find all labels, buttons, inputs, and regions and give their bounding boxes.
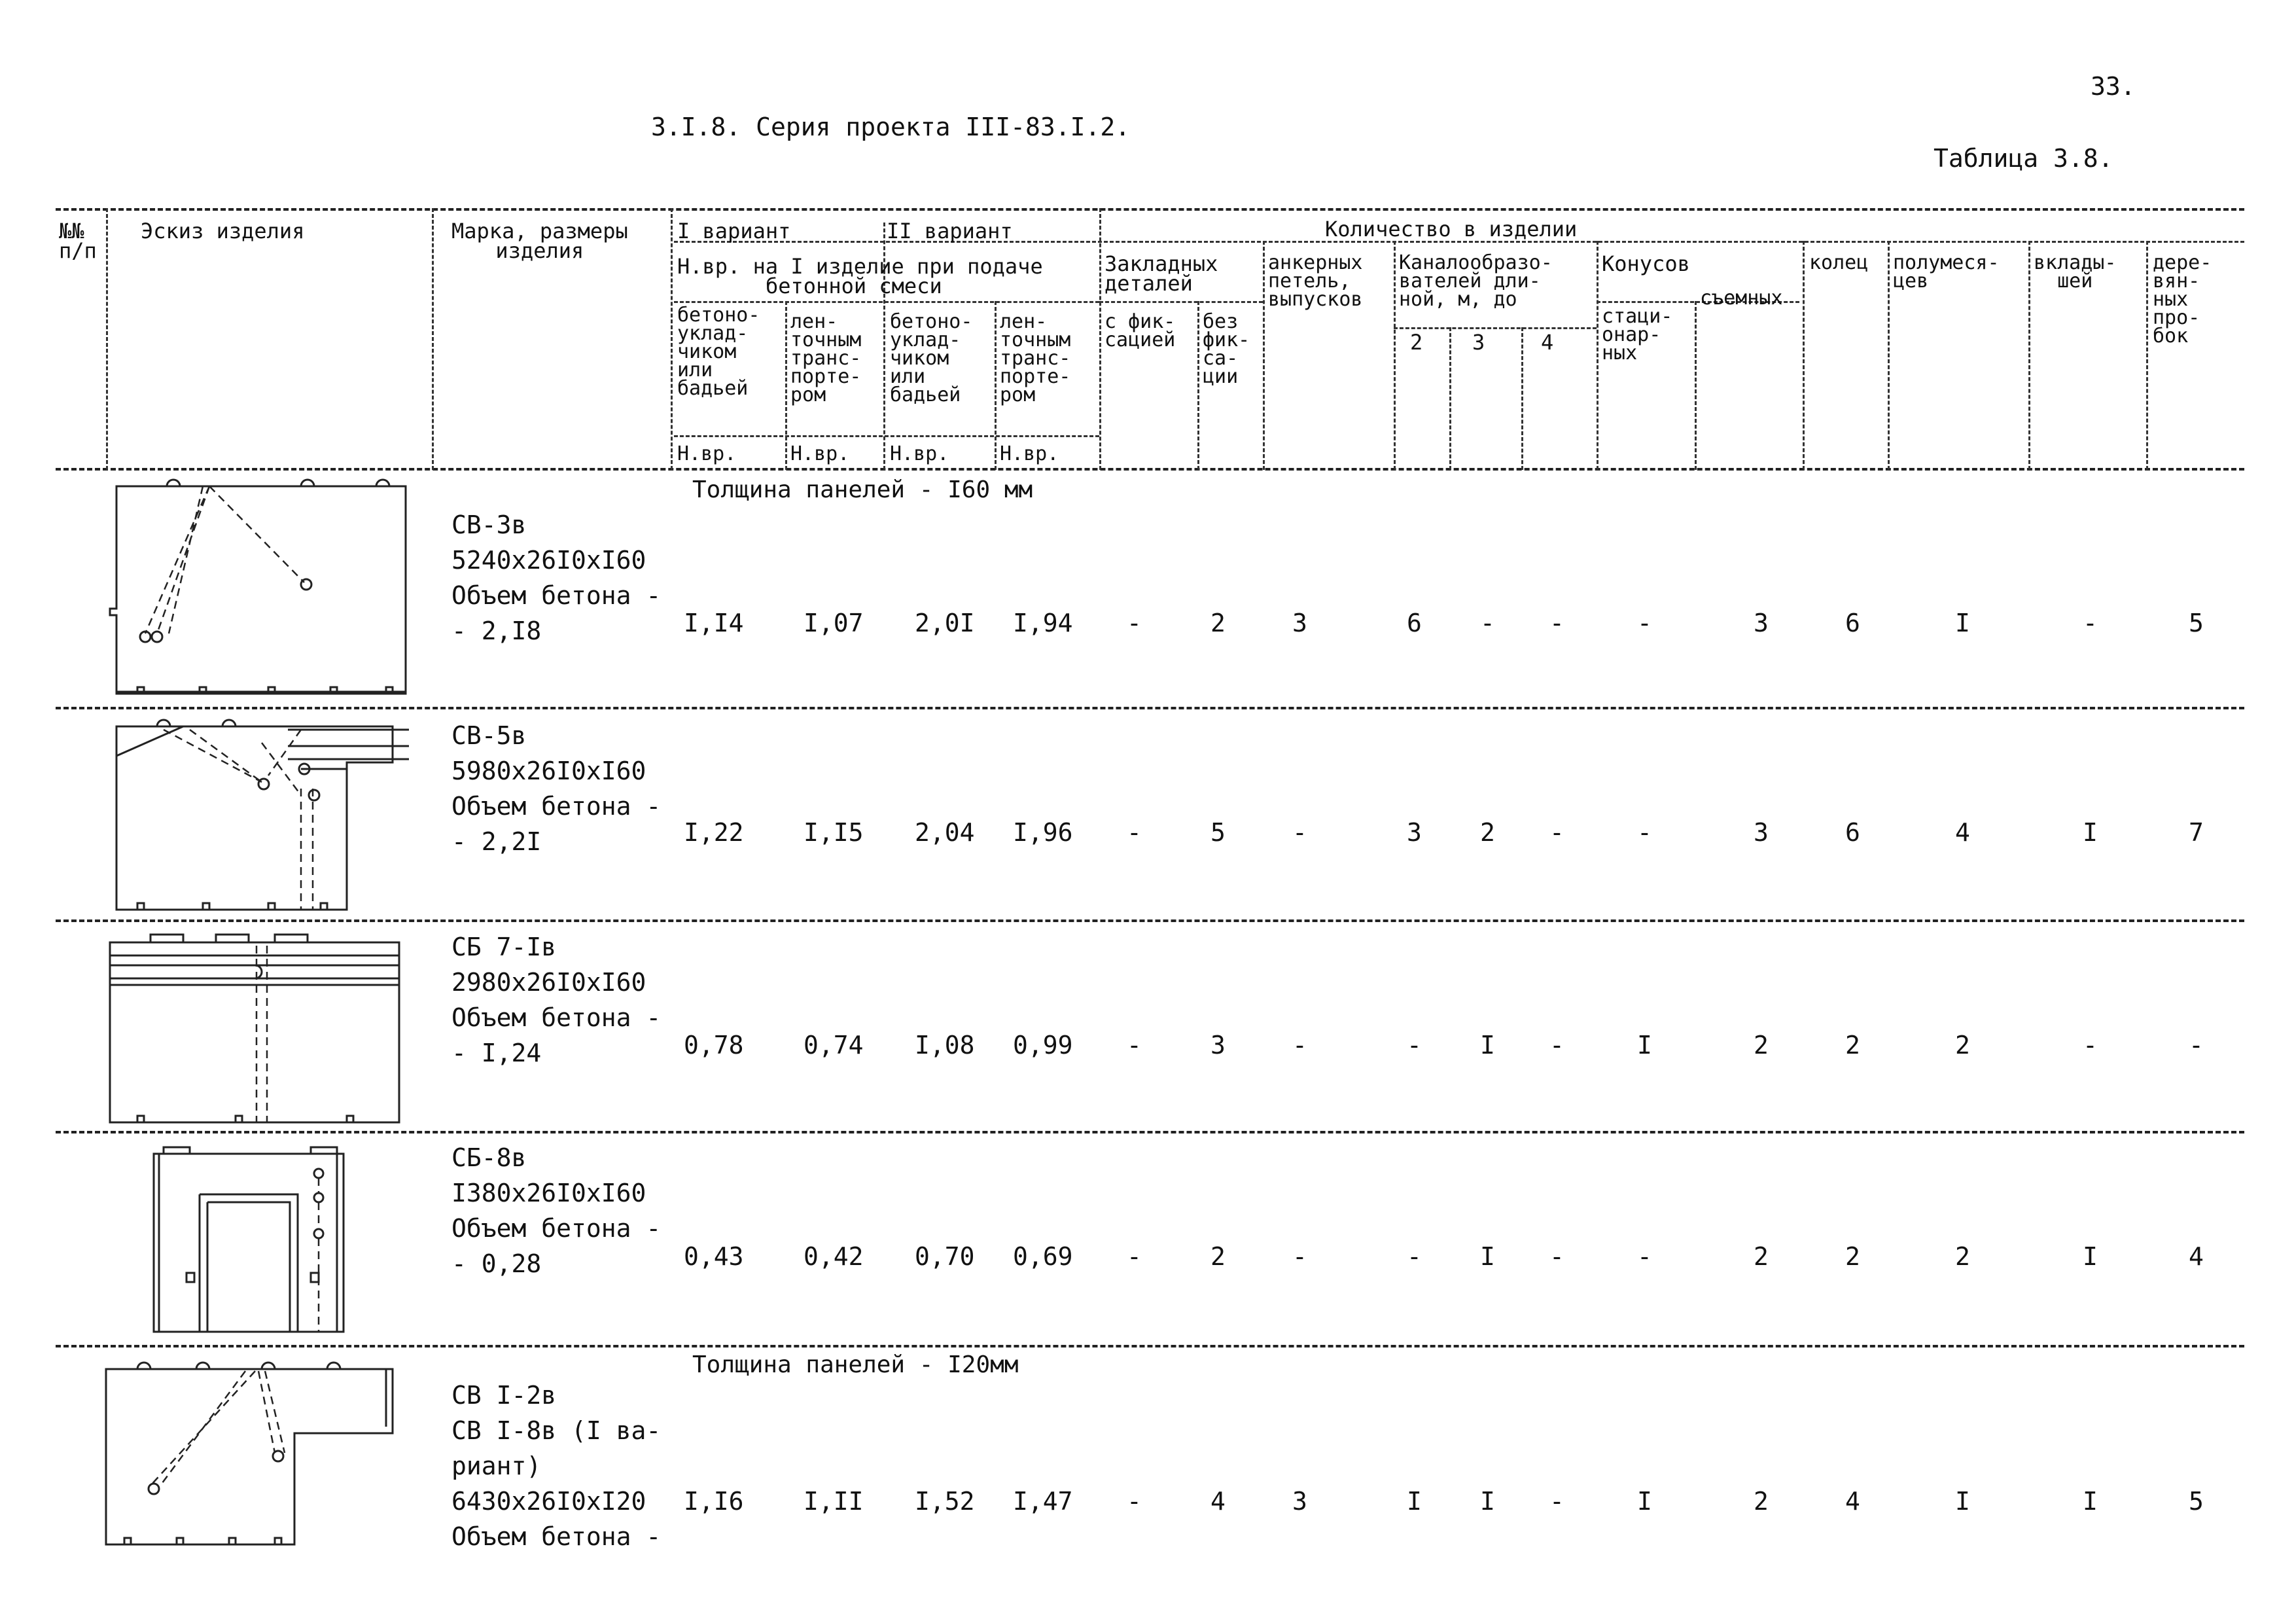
header-channel-2: 2: [1410, 330, 1423, 355]
header-sub-line-2: [674, 301, 1099, 303]
cell-r4-c11: -: [1637, 1242, 1652, 1271]
header-unit-v1a: Н.вр.: [677, 442, 737, 465]
header-unit-v2b: Н.вр.: [1000, 442, 1059, 465]
cell-r2-c4: I,96: [1013, 818, 1073, 847]
cell-r3-c3: I,08: [915, 1031, 975, 1060]
header-halfmoons: полумеся- цев: [1893, 251, 2000, 293]
cell-r2-c10: -: [1549, 818, 1564, 847]
cell-r5-c7: 3: [1292, 1487, 1307, 1516]
header-cone-stationary: стаци- онар- ных: [1602, 305, 1673, 365]
header-num: №№ п/п: [59, 219, 97, 263]
page-number: 33.: [2091, 72, 2136, 101]
cell-r3-c11: I: [1637, 1031, 1652, 1060]
header-channel: Каналообразо- вателей дли- ной, м, до: [1399, 251, 1553, 311]
panel-sketch-sb8v: [147, 1142, 357, 1338]
header-embedded: Закладных деталей: [1104, 251, 1218, 296]
header-bottom-line: [56, 468, 2244, 471]
col-divider: [1197, 301, 1199, 470]
header-mark: Марка, размеры изделия: [451, 219, 628, 263]
cell-r3-c9: I: [1480, 1031, 1495, 1060]
cell-r3-c15: -: [2083, 1031, 2098, 1060]
cell-r1-c14: I: [1955, 609, 1970, 637]
cell-r2-c7: -: [1292, 818, 1307, 847]
col-divider: [1803, 241, 1805, 470]
cell-r5-c12: 2: [1754, 1487, 1769, 1516]
cell-r3-c7: -: [1292, 1031, 1307, 1060]
header-cones: Конусов: [1602, 251, 1690, 276]
cell-r2-c12: 3: [1754, 818, 1769, 847]
col-divider: [785, 301, 787, 470]
cell-r2-c14: 4: [1955, 818, 1970, 847]
cell-r1-c7: 3: [1292, 609, 1307, 637]
col-divider: [106, 208, 108, 470]
header-channel-4: 4: [1541, 330, 1554, 355]
cell-r2-c2: I,I5: [804, 818, 864, 847]
cell-r5-c15: I: [2083, 1487, 2098, 1516]
cell-r1-c16: 5: [2189, 609, 2204, 637]
row-1-mark: СВ-3в 5240х26I0хI60 Объем бетона - - 2,I8: [451, 510, 662, 645]
cell-r3-c1: 0,78: [684, 1031, 744, 1060]
cell-r5-c9: I: [1480, 1487, 1495, 1516]
col-divider: [1449, 327, 1451, 470]
header-rings: колец: [1809, 251, 1869, 274]
cell-r2-c1: I,22: [684, 818, 744, 847]
cell-r1-c2: I,07: [804, 609, 864, 637]
row-separator: [56, 707, 2244, 709]
cell-r2-c8: 3: [1407, 818, 1422, 847]
cell-r5-c11: I: [1637, 1487, 1652, 1516]
cell-r1-c9: -: [1480, 609, 1495, 637]
header-anchor: анкерных петель, выпусков: [1268, 251, 1363, 311]
cell-r5-c4: I,47: [1013, 1487, 1073, 1516]
cell-r5-c6: 4: [1210, 1487, 1226, 1516]
col-divider: [671, 208, 673, 470]
cell-r1-c15: -: [2083, 609, 2098, 637]
cell-r1-c8: 6: [1407, 609, 1422, 637]
col-divider: [432, 208, 434, 470]
cell-r5-c14: I: [1955, 1487, 1970, 1516]
header-unit-v1b: Н.вр.: [790, 442, 850, 465]
header-plugs: дере- вян- ных про- бок: [2153, 251, 2212, 348]
header-sub-line-5: [1394, 327, 1597, 329]
header-v2-conveyor: лен- точным транс- порте- ром: [1000, 310, 1071, 406]
header-unit-line: [674, 435, 1099, 437]
cell-r4-c7: -: [1292, 1242, 1307, 1271]
cell-r5-c16: 5: [2189, 1487, 2204, 1516]
cell-r2-c9: 2: [1480, 818, 1495, 847]
header-v1-conveyor: лен- точным транс- порте- ром: [790, 310, 862, 406]
cell-r3-c12: 2: [1754, 1031, 1769, 1060]
cell-r4-c13: 2: [1845, 1242, 1860, 1271]
cell-r3-c4: 0,99: [1013, 1031, 1073, 1060]
cell-r2-c3: 2,04: [915, 818, 975, 847]
cell-r4-c4: 0,69: [1013, 1242, 1073, 1271]
panel-sketch-sv3v: [105, 481, 415, 700]
cell-r3-c14: 2: [1955, 1031, 1970, 1060]
header-v2-concrete-layer: бетоно- уклад- чиком или бадьей: [890, 310, 973, 406]
cell-r4-c5: -: [1127, 1242, 1142, 1271]
header-hvr-group: Н.вр. на I изделие при подаче бетонной смеси: [677, 254, 1043, 298]
cell-r3-c10: -: [1549, 1031, 1564, 1060]
row-2-mark: СВ-5в 5980х26I0хI60 Объем бетона - - 2,2I: [451, 721, 662, 856]
header-channel-3: 3: [1472, 330, 1485, 355]
row-separator: [56, 1345, 2244, 1347]
panel-sketch-sv5v: [105, 717, 415, 916]
col-divider: [2146, 241, 2148, 470]
cell-r2-c11: -: [1637, 818, 1652, 847]
cell-r3-c5: -: [1127, 1031, 1142, 1060]
table-label: Таблица 3.8.: [1934, 144, 2113, 173]
header-inserts: вклады- шей: [2034, 251, 2117, 293]
cell-r1-c12: 3: [1754, 609, 1769, 637]
header-quantity-group: Количество в изделии: [1325, 217, 1578, 241]
cell-r1-c6: 2: [1210, 609, 1226, 637]
cell-r3-c2: 0,74: [804, 1031, 864, 1060]
col-divider: [1099, 208, 1101, 470]
header-variant-1: I вариант: [677, 219, 791, 243]
row-separator: [56, 1131, 2244, 1133]
cell-r4-c9: I: [1480, 1242, 1495, 1271]
col-divider: [1521, 327, 1523, 470]
cell-r1-c4: I,94: [1013, 609, 1073, 637]
cell-r4-c15: I: [2083, 1242, 2098, 1271]
header-variant-2: II вариант: [887, 219, 1013, 243]
col-divider: [1263, 241, 1265, 470]
cell-r2-c15: I: [2083, 818, 2098, 847]
panel-sketch-sb7-1v: [105, 929, 415, 1126]
cell-r4-c16: 4: [2189, 1242, 2204, 1271]
header-emb-nofix: без фик- са- ции: [1203, 310, 1250, 388]
header-cone-removable: съемных: [1700, 287, 1783, 310]
panel-sketch-sv1-2v: [98, 1361, 406, 1551]
row-5-mark: СВ I-2в СВ I-8в (I ва- риант) 6430х26I0хI20 Объем бетона -: [451, 1381, 662, 1551]
cell-r3-c13: 2: [1845, 1031, 1860, 1060]
header-unit-v2a: Н.вр.: [890, 442, 949, 465]
table-top-line: [56, 208, 2244, 211]
cell-r5-c8: I: [1407, 1487, 1422, 1516]
cell-r4-c14: 2: [1955, 1242, 1970, 1271]
cell-r2-c13: 6: [1845, 818, 1860, 847]
cell-r4-c1: 0,43: [684, 1242, 744, 1271]
cell-r4-c2: 0,42: [804, 1242, 864, 1271]
row-3-mark: СБ 7-Iв 2980х26I0хI60 Объем бетона - - I,24: [451, 933, 662, 1067]
cell-r5-c13: 4: [1845, 1487, 1860, 1516]
cell-r5-c1: I,I6: [684, 1487, 744, 1516]
cell-r4-c6: 2: [1210, 1242, 1226, 1271]
cell-r5-c3: I,52: [915, 1487, 975, 1516]
header-sub-line-3: [1099, 301, 1263, 303]
header-sketch: Эскиз изделия: [141, 219, 305, 243]
header-emb-fix: с фик- сацией: [1104, 310, 1176, 351]
cell-r3-c16: -: [2189, 1031, 2204, 1060]
cell-r2-c6: 5: [1210, 818, 1226, 847]
cell-r5-c5: -: [1127, 1487, 1142, 1516]
cell-r2-c5: -: [1127, 818, 1142, 847]
cell-r1-c1: I,I4: [684, 609, 744, 637]
header-v1-concrete-layer: бетоно- уклад- чиком или бадьей: [677, 304, 760, 400]
col-divider: [995, 301, 997, 470]
cell-r4-c3: 0,70: [915, 1242, 975, 1271]
col-divider: [1888, 241, 1890, 470]
cell-r5-c10: -: [1549, 1487, 1564, 1516]
cell-r1-c10: -: [1549, 609, 1564, 637]
section-label-160: Толщина панелей - I60 мм: [692, 476, 1033, 503]
col-divider: [1695, 301, 1697, 470]
col-divider: [2028, 241, 2030, 470]
col-divider: [1394, 241, 1396, 470]
cell-r2-c16: 7: [2189, 818, 2204, 847]
row-separator: [56, 919, 2244, 922]
cell-r4-c10: -: [1549, 1242, 1564, 1271]
cell-r4-c12: 2: [1754, 1242, 1769, 1271]
cell-r3-c8: -: [1407, 1031, 1422, 1060]
cell-r1-c5: -: [1127, 609, 1142, 637]
section-label-120: Толщина панелей - I20мм: [692, 1351, 1019, 1378]
cell-r1-c11: -: [1637, 609, 1652, 637]
cell-r1-c3: 2,0I: [915, 609, 975, 637]
cell-r1-c13: 6: [1845, 609, 1860, 637]
col-divider: [1597, 241, 1598, 470]
row-4-mark: СБ-8в I380х26I0хI60 Объем бетона - - 0,28: [451, 1143, 662, 1278]
cell-r5-c2: I,II: [804, 1487, 864, 1516]
page-heading: 3.I.8. Серия проекта III-83.I.2.: [651, 113, 1131, 141]
cell-r4-c8: -: [1407, 1242, 1422, 1271]
cell-r3-c6: 3: [1210, 1031, 1226, 1060]
